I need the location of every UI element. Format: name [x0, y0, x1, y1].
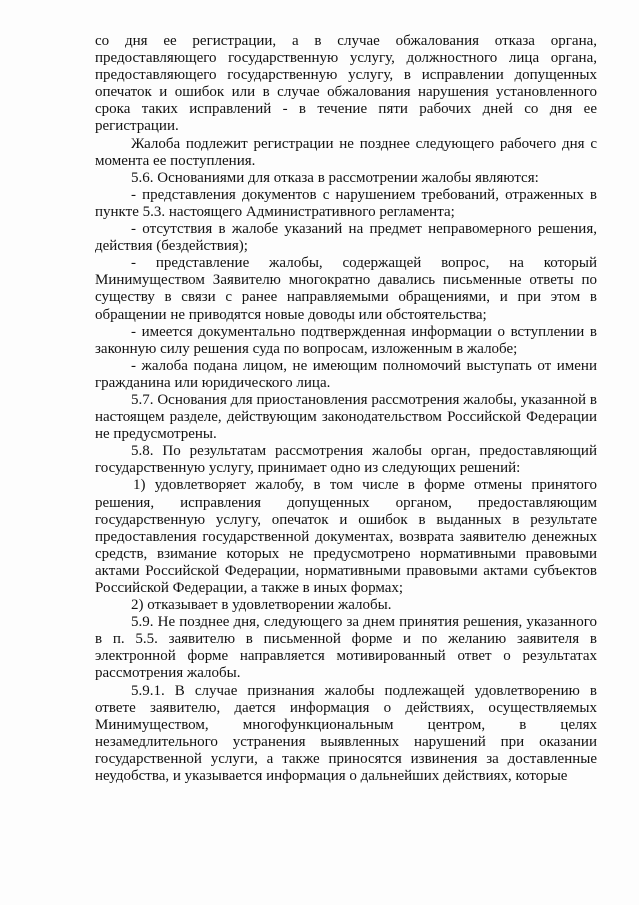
list-item: - имеется документально подтвержденная информации о вступлении в законную силу решения суда по вопросам, изложенным в жалобе; — [95, 323, 597, 357]
paragraph-5-8: 5.8. По результатам рассмотрения жалобы орган, предоставляющий государственную услугу, принимает одно из следующих решений: — [95, 443, 597, 477]
list-item: - представления документов с нарушением требований, отраженных в пункте 5.3. настоящего Административного регламента; — [95, 186, 597, 220]
paragraph-5-6: 5.6. Основаниями для отказа в рассмотрении жалобы являются: — [131, 169, 539, 186]
paragraph-5-9-1: 5.9.1. В случае признания жалобы подлежащей удовлетворению в ответе заявителю, дается информация о действиях, осуществляемых Минимуществом, многофункциональным центром, в целях незамедлительного устранения выявленных нарушений при оказании государственной услуги, а также приносятся извинения за доставленные неудобства, и указывается информация о дальнейших действиях, которые — [95, 682, 597, 785]
paragraph-5-9: 5.9. Не позднее дня, следующего за днем принятия решения, указанного в п. 5.5. заявителю в письменной форме и по желанию заявителя в электронной форме направляется мотивированный ответ о результатах рассмотрения жалобы. — [95, 614, 597, 682]
document-body — [95, 33, 597, 785]
paragraph-5-7: 5.7. Основания для приостановления рассмотрения жалобы, указанной в настоящем разделе, действующим законодательством Российской Федерации не предусмотрены. — [95, 391, 597, 443]
list-item: - отсутствия в жалобе указаний на предмет неправомерного решения, действия (бездействия); — [95, 221, 597, 255]
list-item: - представление жалобы, содержащей вопрос, на который Минимуществом Заявителю многократно давались письменные ответы по существу в связи с ранее направляемыми обращениями, и при этом в обращении не приводятся новые доводы или обстоятельства; — [95, 255, 597, 323]
list-item: 1) удовлетворяет жалобу, в том числе в форме отмены принятого решения, исправления допущенных органом, предоставляющим государственную услугу, опечаток и ошибок в выданных в результате предоставления государственной документах, возврата заявителю денежных средств, взимание которых не предусмотрено нормативными правовыми актами Российской Федерации, нормативными правовыми актами субъектов Российской Федерации, а также в иных формах; — [95, 477, 597, 596]
paragraph-continuation: со дня ее регистрации, а в случае обжалования отказа органа, предоставляющего государственную услугу, должностного лица органа, предоставляющего государственную услугу, в исправлении допущенных опечаток и ошибок или в случае обжалования нарушения установленного срока таких исправлений - в течение пяти рабочих дней со дня ее регистрации. — [95, 33, 597, 135]
list-item: - жалоба подана лицом, не имеющим полномочий выступать от имени гражданина или юридического лица. — [95, 357, 597, 391]
paragraph-registration: Жалоба подлежит регистрации не позднее следующего рабочего дня с момента ее поступления. — [95, 135, 597, 169]
list-item: 2) отказывает в удовлетворении жалобы. — [131, 597, 392, 614]
